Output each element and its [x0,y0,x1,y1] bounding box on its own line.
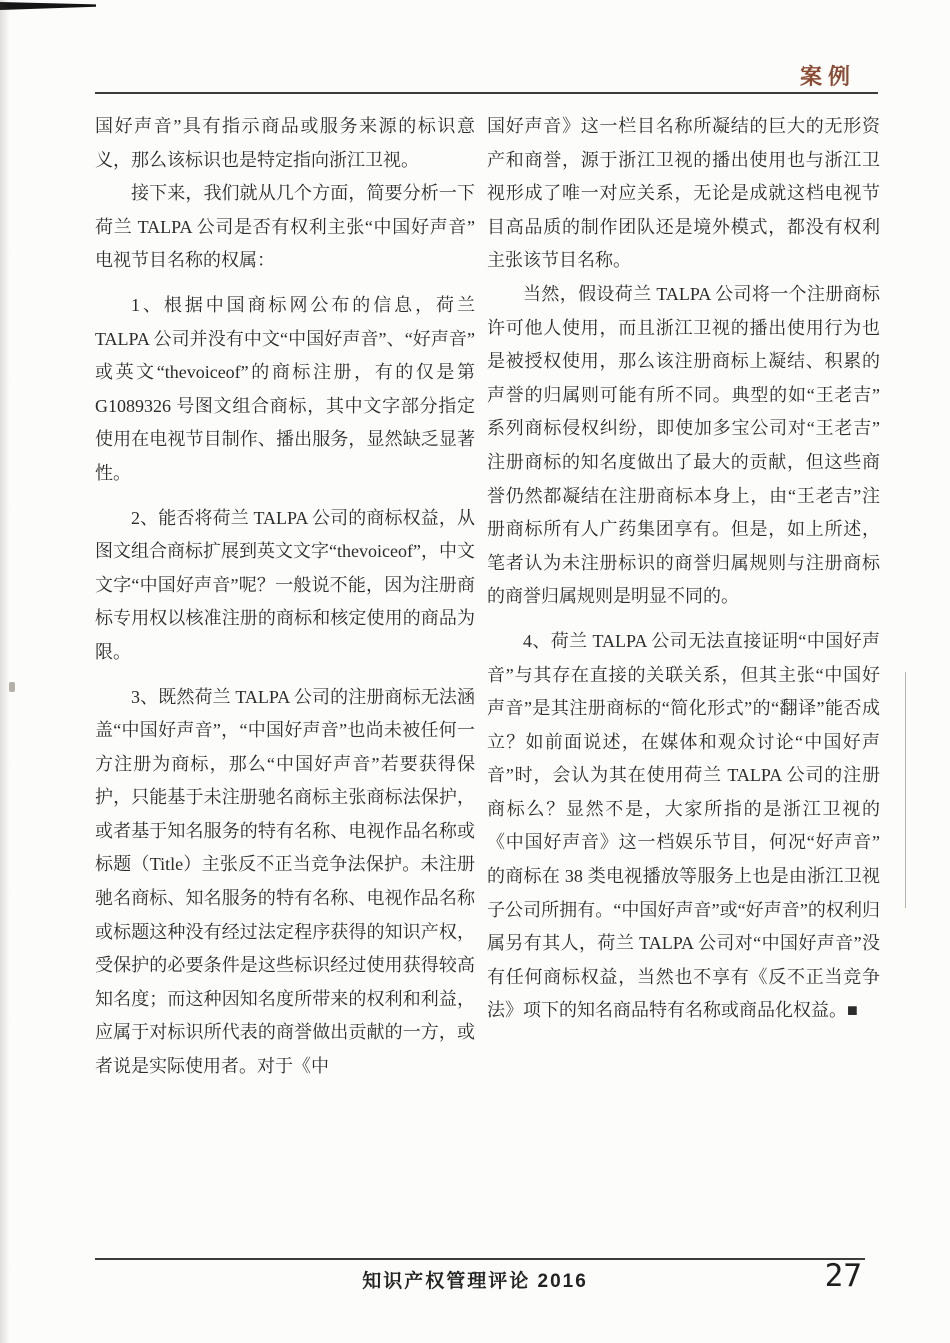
scan-artifact-left-tick [9,682,15,692]
journal-title: 知识产权管理评论 2016 [362,1271,588,1292]
paragraph-left-1: 国好声音”具有指示商品或服务来源的标识意义，那么该标识也是特定指向浙江卫视。 [95,116,475,170]
footer-rule [95,1258,865,1260]
scan-edge-shadow [0,0,10,1343]
paragraph-right-2: 当然，假设荷兰 TALPA 公司将一个注册商标许可他人使用，而且浙江卫视的播出使用行为也是被授权使用，那么该注册商标上凝结、积累的声誉的归属则可能有所不同。典型的如“王老吉”系列商标侵权纠纷，即使加多宝公司对“王老吉”注册商标的知名度做出了最大的贡献，但这些商誉仍然都凝结在注册商标本身上，由“王老吉”注册商标所有人广药集团享有。但是，如上所述，笔者认为未注册标识的商誉归属规则与注册商标的商誉归属规则是明显不同的。 [487,283,880,607]
section-label: 案例 [799,64,856,89]
left-column [95,110,475,1084]
right-column [487,110,880,1028]
header-rule [95,92,878,94]
scan-artifact-right-line [905,672,906,908]
paragraph-left-5: 3、既然荷兰 TALPA 公司的注册商标无法涵盖“中国好声音”，“中国好声音”也尚未被任何一方注册为商标，那么“中国好声音”若要获得保护，只能基于未注册驰名商标主张商标法保护，或者基于知名服务的特有名称、电视作品名称或标题（Title）主张反不正当竞争法保护。未注册驰名商标、知名服务的特有名称、电视作品名称或标题这种没有经过法定程序获得的知识产权，受保护的必要条件是这些标识经过使用获得较高知名度；而这种因知名度所带来的权利和利益，应属于对标识所代表的商誉做出贡献的一方，或者说是实际使用者。对于《中 [95,686,475,1077]
paragraph-right-3: 4、荷兰 TALPA 公司无法直接证明“中国好声音”与其存在直接的关联关系，但其主张“中国好声音”是其注册商标的“简化形式”的“翻译”能否成立？如前面说述，在媒体和观众讨论“中国好声音”时，会认为其在使用荷兰 TALPA 公司的注册商标么？显然不是，大家所指的是浙江卫视的《中国好声音》这一档娱乐节目，何况“好声音”的商标在 38 类电视播放等服务上也是由浙江卫视子公司所拥有。“中国好声音”或“好声音”的权利归属另有其人，荷兰 TALPA 公司对“中国好声音”没有任何商标权益，当然也不享有《反不正当竞争法》项下的知名商品特有名称或商品化权益。■ [487,630,880,1021]
paragraph-left-2: 接下来，我们就从几个方面，简要分析一下荷兰 TALPA 公司是否有权利主张“中国好声音”电视节目名称的权属： [95,183,475,271]
paragraph-right-1: 国好声音》这一栏目名称所凝结的巨大的无形资产和商誉，源于浙江卫视的播出使用也与浙江卫视形成了唯一对应关系，无论是成就这档电视节目高品质的制作团队还是境外模式，都没有权利主张该节目名称。 [487,116,880,271]
scan-artifact-top-left [0,2,96,10]
page-number: 27 [824,1258,862,1294]
paragraph-left-4: 2、能否将荷兰 TALPA 公司的商标权益，从图文组合商标扩展到英文文字“thevoiceof”，中文文字“中国好声音”呢？一般说不能，因为注册商标专用权以核准注册的商标和核定使用的商品为限。 [95,507,475,662]
paragraph-left-3: 1、根据中国商标网公布的信息，荷兰 TALPA 公司并没有中文“中国好声音”、“好声音”或英文“thevoiceof”的商标注册，有的仅是第 G1089326 号图文组合商标，其中文字部分指定使用在电视节目制作、播出服务，显然缺乏显著性。 [95,294,475,483]
